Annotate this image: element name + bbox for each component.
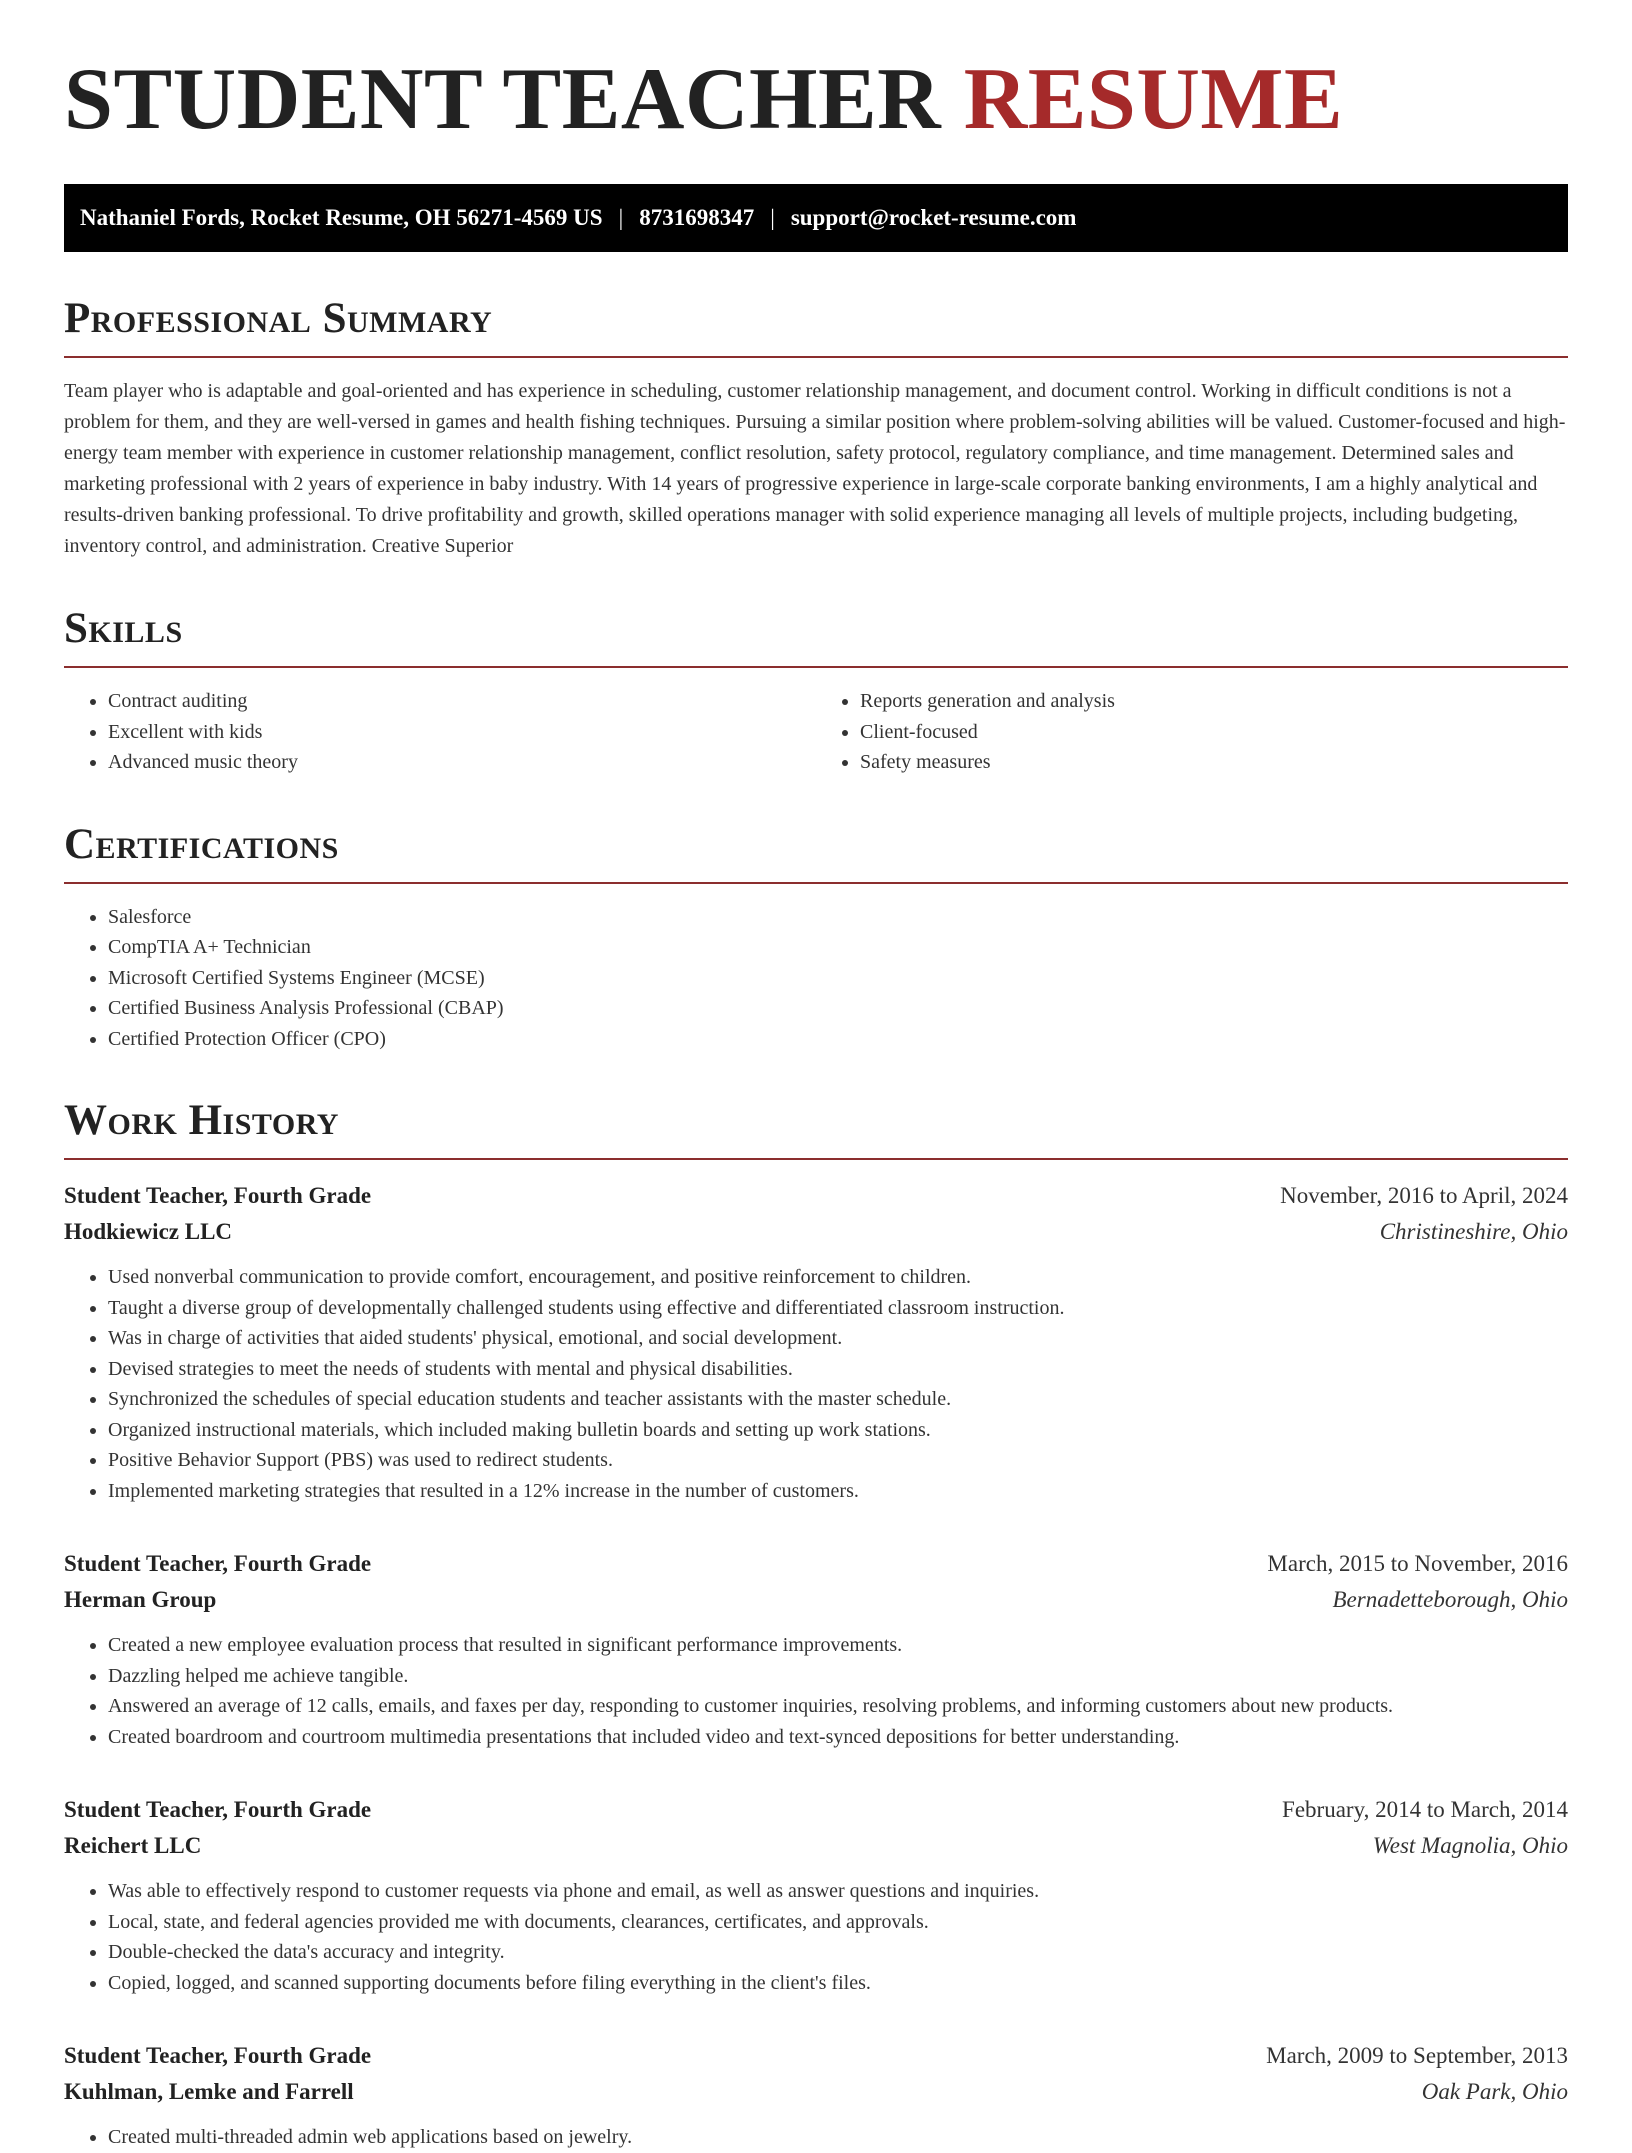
job-title: Student Teacher, Fourth Grade xyxy=(64,1183,372,1208)
summary-section xyxy=(64,296,1568,562)
job-company-row xyxy=(64,1582,1568,1618)
certifications-heading: Certifications xyxy=(64,820,339,868)
job-title: Student Teacher, Fourth Grade xyxy=(64,1797,372,1822)
job-duty-item: • Created boardroom and courtroom multimedia presentations that included video and text-synced depositions for better understanding. xyxy=(108,1722,1568,1753)
certification-item: • CompTIA A+ Technician xyxy=(108,932,1568,963)
job-entry xyxy=(64,1546,1568,1752)
job-duty-item: • Used nonverbal communication to provide comfort, encouragement, and positive reinforcement to children. xyxy=(108,1262,1568,1293)
job-title: Student Teacher, Fourth Grade xyxy=(64,1551,372,1576)
job-duty-item: • Implemented marketing strategies that resulted in a 12% increase in the number of customers. xyxy=(108,1476,1568,1507)
job-header-row xyxy=(64,1178,1568,1214)
job-duty-item: • Dazzling helped me achieve tangible. xyxy=(108,1661,1568,1692)
contact-bar xyxy=(64,184,1568,252)
job-company-row xyxy=(64,2074,1568,2110)
resume-title xyxy=(64,51,1568,148)
certifications-section xyxy=(64,822,1568,1055)
certification-item: • Certified Protection Officer (CPO) xyxy=(108,1024,1568,1055)
skill-item: • Contract auditing xyxy=(108,686,816,717)
skills-columns xyxy=(64,668,1568,778)
skill-item: • Client-focused xyxy=(860,717,1568,748)
job-company: Kuhlman, Lemke and Farrell xyxy=(64,2079,354,2104)
job-dates: February, 2014 to March, 2014 xyxy=(1282,1797,1568,1822)
summary-text: Team player who is adaptable and goal-oriented and has experience in scheduling, customer relationship management, and document control. Working in difficult conditions is not a problem for them, and they are well-versed in games and health fishing techniques. Pursuing a similar position where problem-solving abilities will be valued. Customer-focused and high-energy team member with experience in customer relationship management, conflict resolution, safety protocol, regulatory compliance, and time management. Determined sales and marketing professional with 2 years of experience in baby industry. With 14 years of progressive experience in large-scale corporate banking environments, I am a highly analytical and results-driven banking professional. To drive profitability and growth, skilled operations manager with solid experience managing all levels of multiple projects, including budgeting, inventory control, and administration. Creative Superior xyxy=(64,380,1566,557)
job-duty-item: • Created a new employee evaluation process that resulted in significant performance improvements. xyxy=(108,1630,1568,1661)
section-divider xyxy=(64,1158,1568,1160)
contact-phone: 8731698347 xyxy=(639,205,755,230)
job-duty-item: • Devised strategies to meet the needs of students with mental and physical disabilities. xyxy=(108,1354,1568,1385)
job-duty-item: • Organized instructional materials, which included making bulletin boards and setting up work stations. xyxy=(108,1415,1568,1446)
job-location: Christineshire, Ohio xyxy=(1379,1219,1568,1244)
job-dates: March, 2015 to November, 2016 xyxy=(1267,1551,1568,1576)
job-dates: November, 2016 to April, 2024 xyxy=(1280,1183,1568,1208)
job-duty-item: • Copied, logged, and scanned supporting documents before filing everything in the client's files. xyxy=(108,1968,1568,1999)
job-duties-list xyxy=(64,1876,1568,1998)
skills-section xyxy=(64,606,1568,778)
job-header-row xyxy=(64,2038,1568,2074)
skill-item: • Excellent with kids xyxy=(108,717,816,748)
skill-item: • Safety measures xyxy=(860,747,1568,778)
resume-title-accent: RESUME xyxy=(963,51,1344,148)
contact-email: support@rocket-resume.com xyxy=(790,205,1077,230)
job-company-row xyxy=(64,1214,1568,1250)
job-duty-item: • Answered an average of 12 calls, emails, and faxes per day, responding to customer inquiries, resolving problems, and informing customers about new products. xyxy=(108,1691,1568,1722)
job-duty-item: • Created multi-threaded admin web applications based on jewelry. xyxy=(108,2122,1568,2153)
certification-item: • Certified Business Analysis Professional (CBAP) xyxy=(108,993,1568,1024)
work-history-section xyxy=(64,1098,1568,2153)
job-dates: March, 2009 to September, 2013 xyxy=(1266,2043,1568,2068)
job-duties-list xyxy=(64,2122,1568,2153)
job-duty-item: • Double-checked the data's accuracy and integrity. xyxy=(108,1937,1568,1968)
job-duty-item: • Local, state, and federal agencies provided me with documents, clearances, certificates, and approvals. xyxy=(108,1907,1568,1938)
job-company-row xyxy=(64,1828,1568,1864)
job-company: Herman Group xyxy=(64,1587,217,1612)
section-divider xyxy=(64,882,1568,884)
job-company: Hodkiewicz LLC xyxy=(64,1219,233,1244)
contact-separator: | xyxy=(770,205,775,230)
job-duty-item: • Was able to effectively respond to customer requests via phone and email, as well as answer questions and inquiries. xyxy=(108,1876,1568,1907)
job-header-row xyxy=(64,1792,1568,1828)
job-header-row xyxy=(64,1546,1568,1582)
job-location: West Magnolia, Ohio xyxy=(1372,1833,1568,1858)
skill-item: • Advanced music theory xyxy=(108,747,816,778)
job-location: Bernadetteborough, Ohio xyxy=(1332,1587,1568,1612)
job-entry xyxy=(64,1178,1568,1506)
contact-address: Nathaniel Fords, Rocket Resume, OH 56271-4569 US xyxy=(80,205,603,230)
contact-separator: | xyxy=(618,205,624,230)
certification-item: • Microsoft Certified Systems Engineer (MCSE) xyxy=(108,963,1568,994)
job-company: Reichert LLC xyxy=(64,1833,202,1858)
skills-heading: Skills xyxy=(64,605,183,652)
job-location: Oak Park, Ohio xyxy=(1421,2079,1568,2104)
work-history-heading: Work History xyxy=(64,1097,339,1144)
section-divider xyxy=(64,356,1568,358)
job-duty-item: • Taught a diverse group of developmentally challenged students using effective and differentiated classroom instruction. xyxy=(108,1293,1568,1324)
job-duties-list xyxy=(64,1262,1568,1506)
job-entry xyxy=(64,2038,1568,2153)
job-title: Student Teacher, Fourth Grade xyxy=(64,2043,372,2068)
certifications-list xyxy=(64,902,1568,1055)
job-duty-item: • Positive Behavior Support (PBS) was used to redirect students. xyxy=(108,1445,1568,1476)
skills-list-left xyxy=(64,686,816,778)
skills-list-right xyxy=(816,686,1568,778)
job-duty-item: • Synchronized the schedules of special education students and teacher assistants with the master schedule. xyxy=(108,1384,1568,1415)
job-entry xyxy=(64,1792,1568,1998)
job-duty-item: • Was in charge of activities that aided students' physical, emotional, and social development. xyxy=(108,1323,1568,1354)
job-duties-list xyxy=(64,1630,1568,1752)
skill-item: • Reports generation and analysis xyxy=(860,686,1568,717)
certification-item: • Salesforce xyxy=(108,902,1568,933)
resume-title-main: STUDENT TEACHER xyxy=(64,51,942,148)
summary-heading: Professional Summary xyxy=(64,295,493,342)
